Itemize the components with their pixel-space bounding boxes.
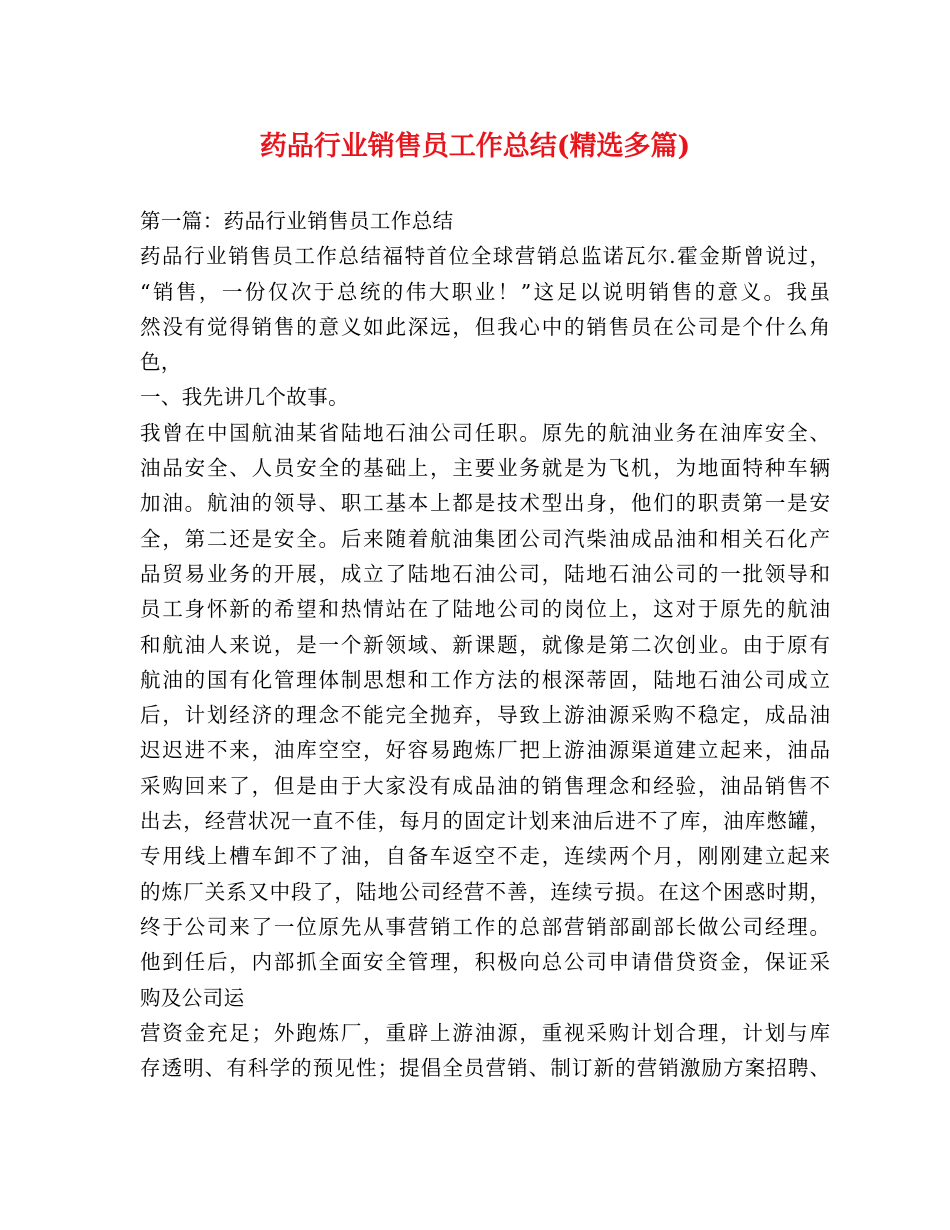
- body-text-line: 加油。航油的领导、职工基本上都是技术型出身，他们的职责第一是安: [140, 491, 830, 516]
- body-text-line: 专用线上槽车卸不了油，自备车返空不走，连续两个月，刚刚建立起来: [140, 844, 830, 869]
- body-text-line: 我曾在中国航油某省陆地石油公司任职。原先的航油业务在油库安全、: [140, 420, 830, 445]
- body-text-line: “销售，一份仅次于总统的伟大职业！”这足以说明销售的意义。我虽: [140, 279, 830, 304]
- body-text-line: 航油的国有化管理体制思想和工作方法的根深蒂固，陆地石油公司成立: [140, 667, 830, 692]
- body-text-line: 后，计划经济的理念不能完全抛弃，导致上游油源采购不稳定，成品油: [140, 703, 830, 728]
- document-title: 药品行业销售员工作总结(精选多篇): [259, 131, 691, 162]
- body-text-line: 存透明、有科学的预见性；提倡全员营销、制订新的营销激励方案招聘、: [140, 1056, 830, 1081]
- body-text-line: 出去，经营状况一直不佳，每月的固定计划来油后进不了库，油库憋罐，: [140, 809, 830, 834]
- body-text-line: 然没有觉得销售的意义如此深远，但我心中的销售员在公司是个什么角: [140, 314, 830, 339]
- body-text-line: 品贸易业务的开展，成立了陆地石油公司，陆地石油公司的一批领导和: [140, 561, 830, 586]
- document-body: [140, 204, 830, 1086]
- body-text-line: 的炼厂关系又中段了，陆地公司经营不善，连续亏损。在这个困惑时期，: [140, 879, 830, 904]
- body-text-line: 终于公司来了一位原先从事营销工作的总部营销部副部长做公司经理。: [140, 914, 830, 939]
- body-text-line: 他到任后，内部抓全面安全管理，积极向总公司申请借贷资金，保证采: [140, 950, 830, 975]
- body-text-line: 和航油人来说，是一个新领域、新课题，就像是第二次创业。由于原有: [140, 632, 830, 657]
- body-text-line: 色，: [140, 350, 182, 375]
- body-text-line: 药品行业销售员工作总结福特首位全球营销总监诺瓦尔.霍金斯曾说过，: [140, 244, 830, 269]
- body-text-line: 员工身怀新的希望和热情站在了陆地公司的岗位上，这对于原先的航油: [140, 597, 830, 622]
- body-text-line: 一、我先讲几个故事。: [140, 385, 349, 410]
- body-text-line: 全，第二还是安全。后来随着航油集团公司汽柴油成品油和相关石化产: [140, 526, 830, 551]
- body-text-line: 采购回来了，但是由于大家没有成品油的销售理念和经验，油品销售不: [140, 773, 830, 798]
- body-text-line: 营资金充足；外跑炼厂，重辟上游油源，重视采购计划合理，计划与库: [140, 1020, 830, 1045]
- body-text-line: 购及公司运: [140, 985, 245, 1010]
- body-text-line: 迟迟进不来，油库空空，好容易跑炼厂把上游油源渠道建立起来，油品: [140, 738, 830, 763]
- body-text-line: 油品安全、人员安全的基础上，主要业务就是为飞机，为地面特种车辆: [140, 456, 830, 481]
- body-text-line: 第一篇：药品行业销售员工作总结: [140, 209, 454, 233]
